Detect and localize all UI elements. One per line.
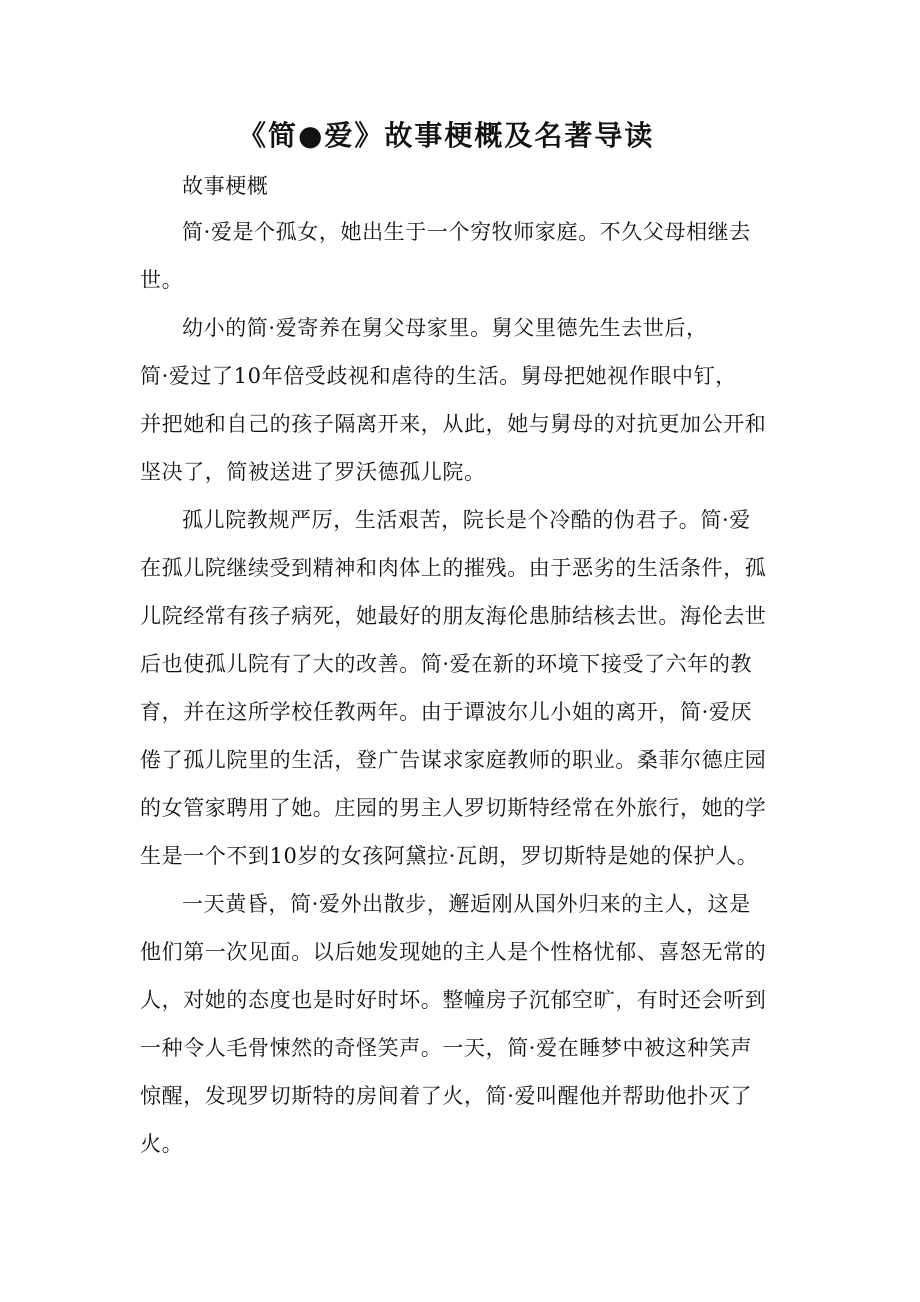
paragraph-line: 育，并在这所学校任教两年。由于谭波尔儿小姐的离开，简·爱厌 xyxy=(140,700,753,724)
paragraph-line: 简·爱是个孤女，她出生于一个穷牧师家庭。不久父母相继去 xyxy=(182,220,751,244)
paragraph-line: 生是一个不到10岁的女孩阿黛拉·瓦朗，罗切斯特是她的保护人。 xyxy=(140,844,759,868)
paragraph-line: 坚决了，简被送进了罗沃德孤儿院。 xyxy=(140,460,486,484)
paragraph-line: 在孤儿院继续受到精神和肉体上的摧残。由于恶劣的生活条件，孤 xyxy=(140,556,767,580)
paragraph-line: 后也使孤儿院有了大的改善。简·爱在新的环境下接受了六年的教 xyxy=(140,652,753,676)
section-heading: 故事梗概 xyxy=(182,174,269,198)
paragraph-line: 的女管家聘用了她。庄园的男主人罗切斯特经常在外旅行，她的学 xyxy=(140,796,767,820)
paragraph-line: 惊醒，发现罗切斯特的房间着了火，简·爱叫醒他并帮助他扑灭了 xyxy=(140,1084,753,1108)
paragraph-line: 孤儿院教规严厉，生活艰苦，院长是个冷酷的伪君子。简·爱 xyxy=(182,508,751,532)
paragraph-line: 他们第一次见面。以后她发现她的主人是个性格忧郁、喜怒无常的 xyxy=(140,940,767,964)
paragraph-line: 并把她和自己的孩子隔离开来，从此，她与舅母的对抗更加公开和 xyxy=(140,412,767,436)
paragraph-line: 儿院经常有孩子病死，她最好的朋友海伦患肺结核去世。海伦去世 xyxy=(140,604,767,628)
paragraph-line: 幼小的简·爱寄养在舅父母家里。舅父里德先生去世后， xyxy=(182,316,708,340)
paragraph-line: 一种令人毛骨悚然的奇怪笑声。一天，简·爱在睡梦中被这种笑声 xyxy=(140,1036,753,1060)
paragraph-line: 倦了孤儿院里的生活，登广告谋求家庭教师的职业。桑菲尔德庄园 xyxy=(140,748,767,772)
paragraph-line: 一天黄昏，简·爱外出散步，邂逅刚从国外归来的主人，这是 xyxy=(182,892,751,916)
paragraph-line: 火。 xyxy=(140,1132,184,1156)
document-title: 《简●爱》故事梗概及名著导读 xyxy=(238,119,655,152)
paragraph-line: 简·爱过了10年倍受歧视和虐待的生活。舅母把她视作眼中钉， xyxy=(140,364,737,388)
paragraph-line: 世。 xyxy=(140,268,184,292)
paragraph-line: 人，对她的态度也是时好时坏。整幢房子沉郁空旷，有时还会听到 xyxy=(140,988,767,1012)
